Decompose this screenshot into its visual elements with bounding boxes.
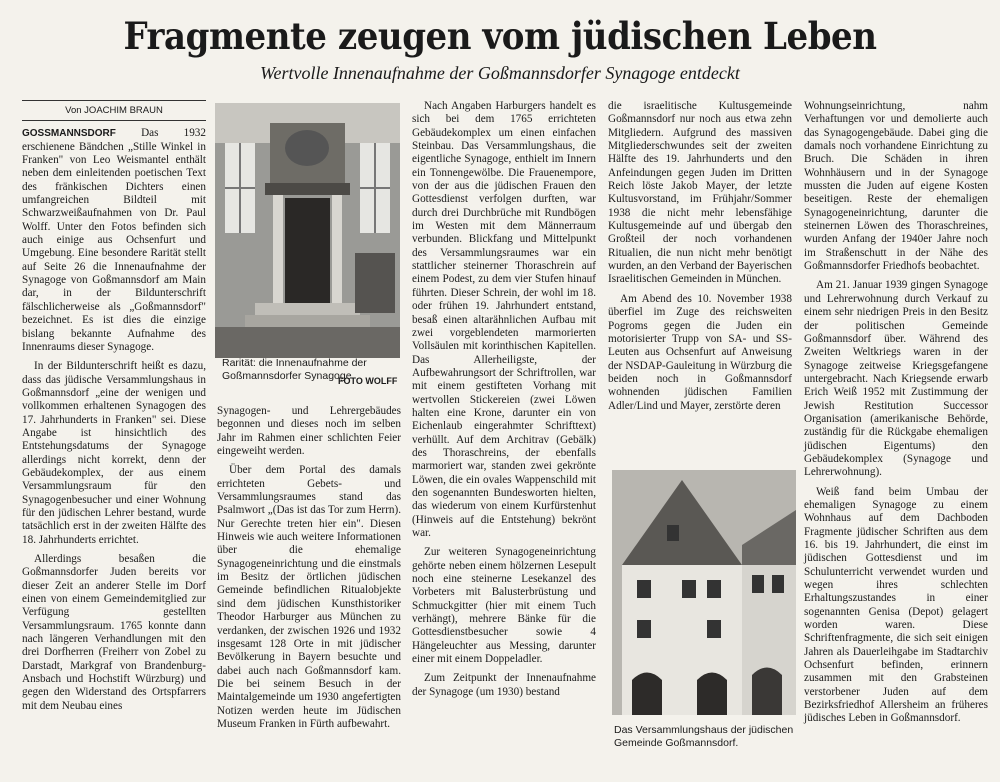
paragraph: die israelitische Kultusgemeinde Goßmannsdorf nur noch aus etwa zehn Mitgliedern. Aufgrund des massiven Mitgliederschwundes seit der zweiten Hälfte des 19. Jahrhunderts und den Anfeindungen gegen Juden im Dritten Reich löste Jakob Mayer, der letzte Kultusvorstand, im Frühjahr/Sommer 1938 die nicht mehr lebensfähige Kultusgemeinde auf und übergab den Großteil der noch vorhandenen Ritualien, die nun nicht mehr benötigt wurden, an den Verband der Bayerischen Israelitischen Gemeinden in München. [608, 100, 792, 286]
photo1-credit: FOTO WOLFF [338, 376, 398, 386]
dateline: GOSSMANNSDORF [22, 128, 116, 140]
paragraph: Synagogen- und Lehrergebäudes begonnen und dieses noch im selben Jahr im Rahmen einer schlichten Feier eingeweiht werden. [217, 405, 401, 458]
synagogue-interior-photo [215, 103, 400, 358]
subheadline: Wertvolle Innenaufnahme der Goßmannsdorfer Synagoge entdeckt [260, 63, 740, 83]
column-3 [412, 100, 596, 705]
paragraph: Am 21. Januar 1939 gingen Synagoge und Lehrerwohnung durch Verkauf zu einem sehr niedrigen Preis in den Besitz der politischen Gemeinde Goßmannsdorf über. Während des Zweiten Weltkriegs waren in der Synagoge zeitweise Kriegsgefangene untergebracht. Nach Kriegsende erwarb Erich Weiß 1952 mit Zustimmung der Jewish Restitution Successor Organisation (amerikanische Behörde, zuständig für die Rückgabe ehemaligen jüdischen Eigentums) den Gebäudekomplex (Synagoge und Lehrerwohnung). [804, 279, 988, 479]
photo2-caption: Das Versammlungshaus der jüdischen Gemeinde Goßmannsdorf. [614, 724, 794, 749]
headline: Fragmente zeugen vom jüdischen Leben [123, 14, 877, 58]
paragraph: GOSSMANNSDORF Das 1932 erschienene Bändchen „Stille Winkel in Franken" von Leo Weismantel enthält neben dem einleitenden poetischen Text des fränkischen Dichters einen umfangreichen Bildteil mit Schwarzweißaufnahmen von Dr. Paul Wolff. Unter den Fotos befinden sich auch einige aus Ochsenfurt und Umgebung. Eine besondere Rarität stellt auf Seite 26 die Innenaufnahme der Synagoge von Goßmannsdorf am Main dar, in der Bildunterschrift fälschlicherweise als „Goßmannsdorf" bezeichnet. Es ist dies die einzige bislang bekannte Aufnahme des Innenraums dieser Synagoge. [22, 127, 206, 353]
byline: Von JOACHIM BRAUN [22, 100, 206, 121]
paragraph: Weiß fand beim Umbau der ehemaligen Synagoge zu einem Wohnhaus auf dem Dachboden Fragmente jüdischer Schriften aus dem 16. bis 19. Jahrhundert, die einst im jüdischen Gottesdienst und im Schulunterricht verwendet wurden und wegen ihres schlechten Erhaltungszustandes in einer sogenannten Genisa (Depot) gelagert worden waren. Diese Schriftenfragmente, die sich seit einigen Jahren als Dauerleihgabe im Stadtarchiv Ochsenfurt befinden, erinnern zusammen mit den Grabsteinen verstorbener Juden auf dem Bezirksfriedhof Allersheim an früheres jüdisches Leben in Goßmannsdorf. [804, 485, 988, 725]
column-2 [217, 405, 401, 737]
synagogue-exterior-image [612, 470, 796, 715]
column-5 [804, 100, 988, 732]
paragraph: Zum Zeitpunkt der Innenaufnahme der Synagoge (um 1930) bestand [412, 672, 596, 698]
column-4 [608, 100, 792, 460]
synagogue-interior-image [215, 103, 400, 358]
paragraph: Wohnungseinrichtung, nahm Verhaftungen vor und demolierte auch das Synagogengebäude. Dabei ging die damals noch vorhandene Einrichtung zu Bruch. Die Schäden in ihren Wohnhäusern und in der Synagoge mussten die Juden auf eigene Kosten beseitigen. Reste der ehemaligen Synagogeneinrichtung, darunter die steinernen Löwen des Thoraschreines, wurden Anfang der 1940er Jahre noch im Straßenschutt in der Nähe des Goßmannsdorfer Friedhofs beobachtet. [804, 100, 988, 273]
synagogue-exterior-photo [612, 470, 796, 715]
column-1 [22, 100, 206, 719]
paragraph: Am Abend des 10. November 1938 überfiel im Zuge des reichsweiten Pogroms gegen die Juden ein motorisierter Trupp von SA- und SS-Leuten aus Ochsenfurt auf Anweisung der NSDAP-Gauleitung in Würzburg die beiden noch in Goßmannsdorf wohnenden jüdischen Familien Adler/Lind und Mayer, zerstörte deren [608, 292, 792, 412]
paragraph: Allerdings besaßen die Goßmannsdorfer Juden bereits vor dieser Zeit an anderer Stelle im Dorf einen von einem Gemeindemitglied zur Verfügung gestellten Versammlungsraum. 1765 konnte dann nach längeren Verhandlungen mit den drei Dorfherren (Freiherr von Zobel zu Darstadt, Markgraf von Brandenburg-Ansbach und Hochstift Würzburg) und gegen den Widerstand des Ortspfarrers mit dem Neubau eines [22, 553, 206, 712]
paragraph: Über dem Portal des damals errichteten Gebets- und Versammlungsraumes stand das Psalmwort „(Das ist das Tor zum Herrn). Nur Gerechte treten hier ein". Diesen Hinweis wie auch weitere Informationen über die ehemalige Synagogeneinrichtung und die einstmals im Besitz der örtlichen jüdischen Gemeinde befindlichen Ritualobjekte sind dem jüdischen Kunsthistoriker Theodor Harburger aus München zu verdanken, der zwischen 1926 und 1932 insgesamt 128 Orte in mit jüdischer Bevölkerung in Bayern besuchte und dabei auch nach Goßmannsdorf kam. Die bei seinem Besuch in der Maintalgemeinde um 1930 angefertigten Notizen werden heute im Jüdischen Museum Franken in Fürth aufbewahrt. [217, 464, 401, 730]
paragraph: In der Bildunterschrift heißt es dazu, dass das jüdische Versammlungshaus in Goßmannsdorf „eine der wenigen und vollkommen erhaltenen Synagogen des 17. Jahrhunderts in Franken" sei. Diese Angabe ist hinsichtlich des Entstehungsdatums der Synagoge allerdings nicht korrekt, denn der Gebäudekomplex, der aus einem Versammlungsraum für den Synagogenbesucher und einer Wohnung für den jüdischen Lehrer bestand, wurde tatsächlich erst in der zweiten Hälfte des 18. Jahrhunderts errichtet. [22, 360, 206, 546]
photo1-caption: Rarität: die Innenaufnahme der Goßmannsdorfer Synagoge. [222, 357, 367, 382]
paragraph: Zur weiteren Synagogeneinrichtung gehörte neben einem hölzernen Lesepult noch eine steinerne Lesekanzel des Vorbeters mit Balusterbrüstung und Schmuckgitter (hier mit einem Tuch verhängt), mehrere Bänke für die Gottesdienstbesucher sowie 4 Hängeleuchter aus Messing, darunter einer mit einem Doppeladler. [412, 546, 596, 666]
paragraph: Nach Angaben Harburgers handelt es sich bei dem 1765 errichteten Gebäudekomplex um einen einfachen Steinbau. Das Versammlungshaus, die eigentliche Synagoge, enthielt im Innern ein Tonnengewölbe. Die Frauenempore, von der aus die jüdischen Frauen den Gottesdienst verfolgen durften, war durch drei Durchbrüche mit Rundbögen im Westen mit dem Männerraum verbunden. Blickfang und Mittelpunkt des Versammlungsraumes war ein stattlicher steinerner Thoraschrein auf einem Podest, zu dem vier Stufen hinauf führten. Dieser Schrein, der wohl im 18. oder frühen 19. Jahrhundert entstand, besaß einen altarähnlichen Aufbau mit zwei vorgeblendeten marmorierten Vollsäulen mit korinthischen Kapitellen. Das Allerheiligste, der Aufbewahrungsort der Schriftrollen, war mit einem gestifteten Vorhang mit wertvollen Stickereien (zwei Löwen halten eine Krone, darunter ein von Eichenlaub eingerahmter Schrifttext) verhüllt. Auf dem Architrav (Gebälk) des Thoraschreins, der ebenfalls marmoriert war, standen zwei gekrönte Löwen, die ein ovales Wappenschild mit den sogenannten Bundesworten hielten, das wiederum von einem Kurfürstenhut (Hinweis auf die Entstehung) bekrönt war. [412, 100, 596, 539]
